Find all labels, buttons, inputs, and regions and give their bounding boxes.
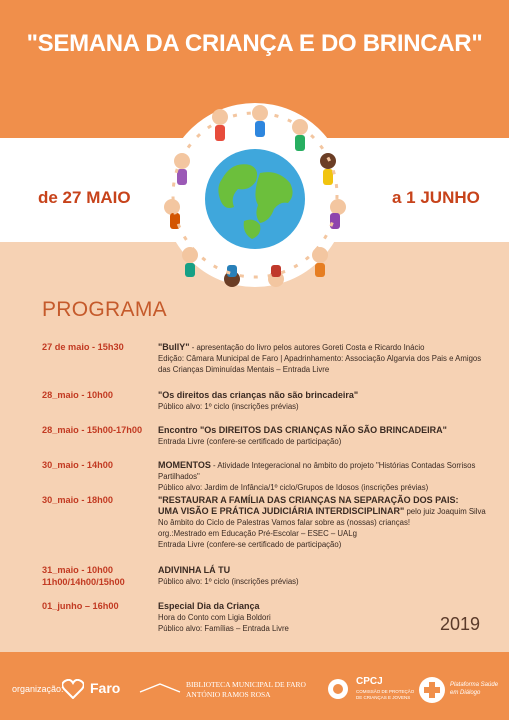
library-name: BIBLIOTECA MUNICIPAL DE FARO: [186, 680, 306, 689]
entry-line: Público alvo: Famílias – Entrada Livre: [158, 624, 289, 633]
entry-description: [158, 565, 503, 587]
globe-illustration-icon: [160, 95, 350, 295]
library-logo: [138, 676, 318, 704]
programa-heading: PROGRAMA: [42, 298, 167, 321]
platform-name: Plataforma Saúde: [450, 682, 499, 688]
platform-cross-logo-icon: [418, 676, 446, 704]
entry-description: [158, 460, 503, 493]
entry-head-2-rest: pelo juiz Joaquim Silva: [404, 507, 486, 516]
entry-description: [158, 342, 503, 375]
cpcj-subtitle: DE CRIANÇAS E JOVENS: [356, 695, 411, 700]
cpcj-subtitle: COMISSÃO DE PROTEÇÃO: [356, 689, 415, 694]
cpcj-logo-icon: [326, 677, 350, 701]
entry-head: MOMENTOS: [158, 460, 211, 470]
faro-logo: [62, 678, 128, 700]
faro-heart-logo-icon: [62, 679, 84, 699]
entry-line: Público alvo: 1º ciclo (inscrições prévias): [158, 402, 299, 411]
entry-head-rest: - apresentação do livro pelos autores Goreti Costa e Ricardo Inácio: [189, 343, 425, 352]
entry-head: "Os direitos das crianças não são brincadeira": [158, 390, 359, 400]
footer-sponsors: [0, 652, 509, 720]
platform-logo: [418, 674, 506, 706]
library-subname: ANTÓNIO RAMOS ROSA: [186, 690, 271, 699]
date-end: a 1 JUNHO: [392, 188, 480, 207]
platform-subname: em Diálogo: [450, 690, 481, 696]
entry-description: [158, 390, 503, 412]
entry-line: Público alvo: 1º ciclo (inscrições prévias): [158, 577, 299, 586]
cpcj-logo: [326, 674, 416, 706]
year-label: 2019: [440, 614, 481, 634]
entry-head: Especial Dia da Criança: [158, 601, 260, 611]
entry-head: "RESTAURAR A FAMÍLIA DAS CRIANÇAS NA SEPARAÇÃO DOS PAIS:: [158, 495, 459, 505]
entry-description: [158, 425, 503, 447]
organization-label: organização:: [12, 684, 64, 694]
entry-line: Público alvo: Jardim de Infância/1º ciclo/Grupos de Idosos (inscrições prévias): [158, 483, 429, 492]
entry-head: ADIVINHA LÁ TU: [158, 565, 231, 575]
entry-when: 28_maio - 10h00: [42, 390, 113, 400]
date-start: de 27 MAIO: [38, 188, 131, 207]
faro-label: Faro: [90, 680, 121, 696]
entry-line: Edição: Câmara Municipal de Faro | Apadrinhamento: Associação Algarvia dos Pais e Amigos: [158, 354, 482, 363]
entry-when: 30_maio - 18h00: [42, 495, 113, 505]
entry-line: Entrada Livre (confere-se certificado de participação): [158, 437, 342, 446]
library-book-icon: [138, 682, 182, 694]
entry-head-rest: - Atividade Integeracional no âmbito do projeto "Histórias Contadas Sorrisos Partilhados": [158, 461, 476, 481]
entry-head: "BullY": [158, 342, 190, 352]
entry-line: No âmbito do Ciclo de Palestras Vamos falar sobre as (nossas) crianças!: [158, 518, 411, 527]
entry-line: org.:Mestrado em Educação Pré-Escolar – ESEC – UALg: [158, 529, 357, 538]
entry-when: 31_maio - 10h00 11h00/14h00/15h00: [42, 565, 125, 587]
entry-when: 27 de maio - 15h30: [42, 342, 124, 352]
entry-head: Encontro "Os DIREITOS DAS CRIANÇAS NÃO SÃO BRINCADEIRA": [158, 425, 447, 435]
globe-with-children-illustration: [160, 95, 350, 295]
entry-description: [158, 495, 503, 550]
entry-head-2: UMA VISÃO E PRÁTICA JUDICIÁRIA INTERDISCIPLINAR": [158, 506, 405, 516]
entry-line: Hora do Conto com Ligia Boldori: [158, 613, 271, 622]
entry-when: 01_junho – 16h00: [42, 601, 119, 611]
entry-when: 30_maio - 14h00: [42, 460, 113, 470]
entry-line: das Crianças Diminuídas Mentais – Entrada Livre: [158, 365, 330, 374]
poster-title: "SEMANA DA CRIANÇA E DO BRINCAR": [26, 30, 483, 57]
cpcj-label: CPCJ: [356, 676, 383, 687]
entry-when: 28_maio - 15h00-17h00: [42, 425, 143, 435]
entry-line: Entrada Livre (confere-se certificado de participação): [158, 540, 342, 549]
